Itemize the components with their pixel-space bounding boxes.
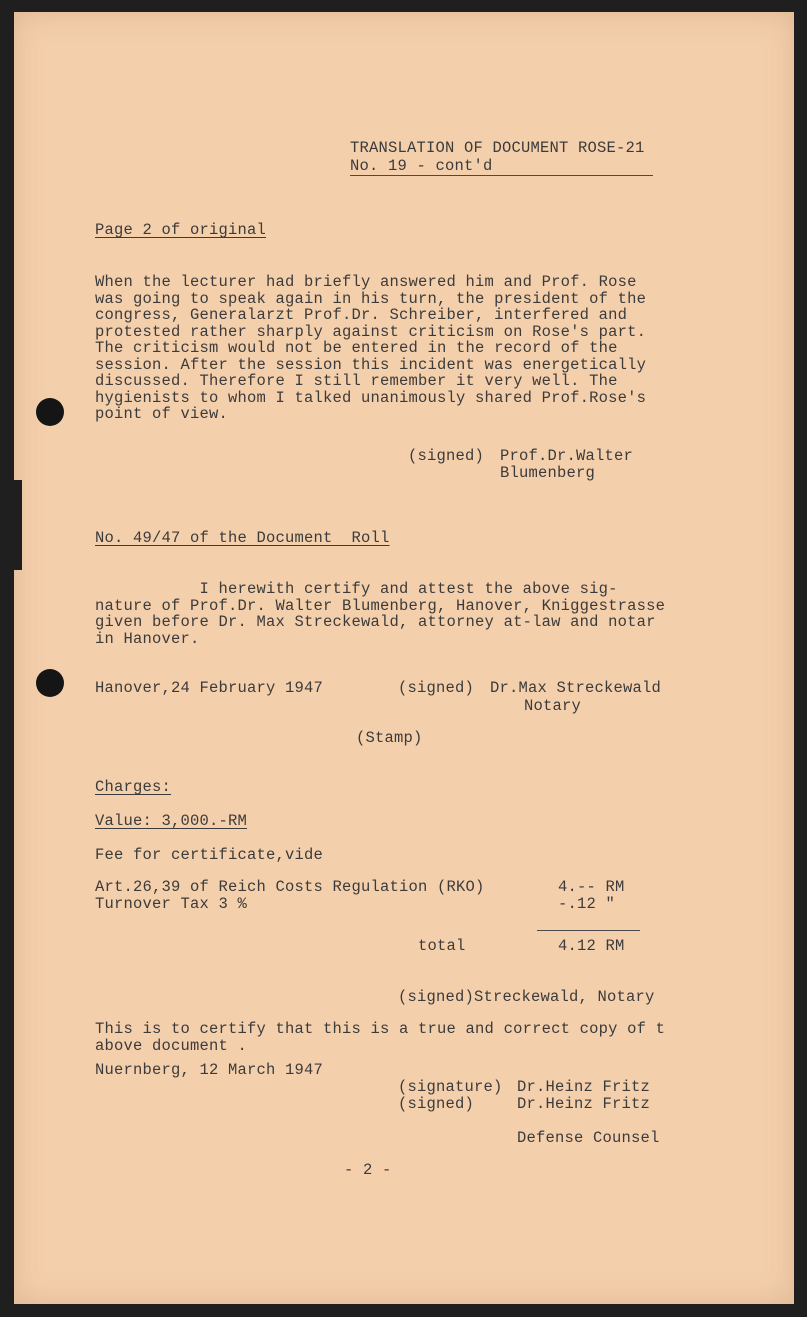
notary-title: Notary [524,697,582,715]
stamp-note: (Stamp) [356,729,423,747]
punch-hole-top [36,398,64,426]
paragraph-line: congress, Generalarzt Prof.Dr. Schreiber, interfered and [95,306,628,324]
paragraph-line: given before Dr. Max Streckewald, attorney at-law and notar [95,613,656,631]
counsel-name: Dr.Heinz Fritz [517,1078,651,1096]
paragraph-line: The criticism would not be entered in the record of the [95,339,618,357]
signatory-name: Prof.Dr.Walter [500,447,634,465]
subtitle-underline [350,175,653,176]
certification-place-date: Nuernberg, 12 March 1947 [95,1061,324,1079]
paragraph-line: in Hanover. [95,629,200,648]
certification-line: above document . [95,1037,248,1055]
total-label: total [418,937,466,955]
punch-hole-bottom [36,669,64,697]
charge-item-label: Art.26,39 of Reich Costs Regulation (RKO) [95,878,485,896]
charges-value: Value: 3,000.-RM [95,812,248,830]
paragraph-line: discussed. Therefore I still remember it very well. The [95,372,618,390]
document-subtitle: No. 19 - cont'd [350,157,493,175]
fee-line: Fee for certificate,vide [95,846,324,864]
place-date: Hanover,24 February 1947 [95,679,324,697]
signed-label: (signed) [408,447,485,465]
paragraph-line: was going to speak again in his turn, the president of the [95,289,647,308]
paragraph-line: session. After the session this incident was energetically [95,355,647,374]
document-page [14,12,794,1304]
paragraph-line: When the lecturer had briefly answered him and Prof. Rose [95,273,637,291]
signature-label: (signature) [398,1078,503,1096]
section-heading-document-roll: No. 49/47 of the Document Roll [95,529,390,547]
torn-edge [14,480,22,570]
signed-label: (signed) [398,1095,475,1113]
charges-heading: Charges: [95,778,172,796]
notary-name: Dr.Max Streckewald [490,679,662,697]
charge-item-label: Turnover Tax 3 % [95,895,248,913]
notary-signed: (signed)Streckewald, Notary [398,988,655,1006]
paragraph-line: protested rather sharply against criticism on Rose's part. [95,322,647,341]
signatory-name-cont: Blumenberg [500,464,596,482]
paragraph-line: hygienists to whom I talked unanimously shared Prof.Rose's [95,388,647,407]
page-number: - 2 - [344,1161,392,1179]
signed-label: (signed) [398,679,475,697]
total-amount: 4.12 RM [558,937,625,955]
paragraph-line: I herewith certify and attest the above sig- [95,580,618,598]
total-rule [537,930,640,931]
charge-item-amount: 4.-- RM [558,878,625,896]
charge-item-amount: -.12 " [558,895,616,913]
counsel-name-signed: Dr.Heinz Fritz [517,1095,651,1113]
section-heading-page2: Page 2 of original [95,221,267,239]
certification-line: This is to certify that this is a true and correct copy of t [95,1020,666,1038]
document-title: TRANSLATION OF DOCUMENT ROSE-21 [350,139,645,157]
paragraph-line: nature of Prof.Dr. Walter Blumenberg, Hanover, Kniggestrasse [95,596,666,615]
counsel-role: Defense Counsel [517,1129,660,1147]
paragraph-line: point of view. [95,405,229,423]
